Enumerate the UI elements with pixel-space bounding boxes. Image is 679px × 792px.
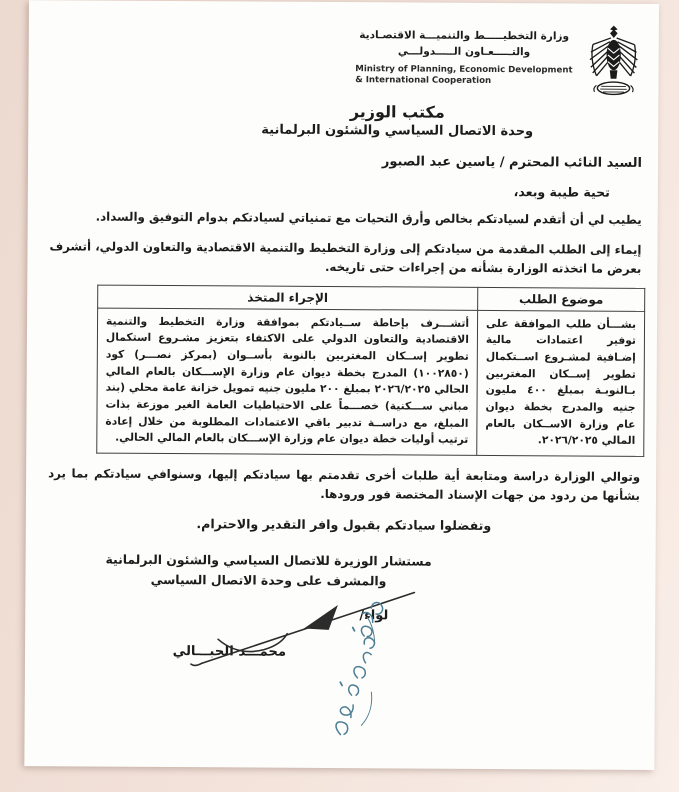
- recipient-line: السيد النائب المحترم / ياسين عبد الصبور: [381, 154, 643, 171]
- table-body-row: [97, 308, 645, 457]
- table-header-row: [98, 285, 645, 311]
- request-action-table: [96, 284, 645, 457]
- office-unit-block: [212, 101, 582, 139]
- action-column-header: الإجراء المتخذ: [98, 285, 478, 310]
- intro-paragraph-2: إيماء إلى الطلب المقدمة من سيادتكم إلى وزارة التخطيط والتنمية الاقتصادية والتعاون الدولي، أتشرف بعرض ما اتخذته الوزارة بشأنه من إجراءات حتى تاريخه.: [49, 239, 642, 276]
- subject-cell: بشـــأن طلب الموافقة على توفير اعتمادات مالية إضـافية لمشـروع اســتكمال تطوير إســكان المغتربين بـالنوبـة بمبلغ ٤٠٠ مليون جنيه والمدرج بخطة ديوان عام وزارة الاســكان بالعام المالي ٢٠٢٦/٢٠٢٥.: [477, 310, 645, 457]
- signatory-title-line1: مستشار الوزيرة للاتصال السياسي والشئون البرلمانية: [105, 551, 432, 569]
- ministry-name-english-line2: & International Cooperation: [355, 75, 492, 87]
- signatory-title-line2: والمشرف على وحدة الاتصال السياسي: [150, 571, 387, 589]
- action-cell: أتشـــرف بإحاطة ســيادتكم بموافقة وزارة التخطيط والتنمية الاقتصادية والتعاون الدولي على الاكتفاء بتعزيز مشـروع استكمال تطوير إســكان المغتربين بالنوبة بأســوان (بمركز نصـــر) كود (١٠٠٢٨٥٠) المدرج بخطة ديوان عام وزارة الإســـكان بالعام المالي الحالي ٢٠٢٦/٢٠٢٥ بمبلغ ٢٠٠ مليون جنيه تمويل خزانة عامة محلي (بند مباني ســـكنية) خصـــماً على الاحتياطيات العامة الغير موزعة بذات المبلغ، مع دراســة تدبير باقي الاعتمادات المطلوبة من خلال إعادة ترتيب أوليات خطة ديوان عام وزارة الإســـكان بالعام المالي الحالي.: [97, 308, 478, 456]
- egypt-eagle-emblem: [584, 24, 642, 102]
- ministry-name-arabic-line1: وزارة التخطيـــــط والتنميـــة الاقتصـادية: [359, 29, 570, 43]
- minister-office-title: مكتب الوزير: [349, 102, 445, 122]
- political-communication-unit-title: وحدة الاتصال السياسي والشئون البرلمانية: [261, 122, 534, 140]
- signatory-name: محمـــد الجبـــالي: [172, 644, 287, 660]
- signatory-rank: لواء/: [359, 608, 389, 624]
- handwritten-ink-note: [300, 600, 471, 765]
- ministry-name-arabic-line2: والتـــــعـاون الـــــدولـــي: [397, 45, 531, 58]
- letterhead: [50, 12, 643, 102]
- closing-courtesy-line: وتفضلوا سيادتكم بقبول وافر التقدير والاحترام.: [196, 516, 492, 533]
- subject-column-header: موضوع الطلب: [478, 287, 645, 311]
- salutation-line: تحية طيبة وبعد،: [513, 184, 610, 200]
- intro-paragraph-1: يطيب لي أن أتقدم لسيادتكم بخالص وأرق التحيات مع تمنياتي لسيادتكم بدوام التوفيق والسداد.: [95, 209, 642, 227]
- follow-up-paragraph: وتوالي الوزارة دراسة ومتابعة أية طلبات أخرى تقدمتم بها سيادتكم إليها، وسنوافي سيادتكم بما يرد بشأنها من ردود من جهات الإسناد المختصة فور ورودها.: [48, 466, 641, 503]
- letter-page: [24, 0, 659, 770]
- ministry-name-english-line1: Ministry of Planning, Economic Development: [355, 63, 573, 75]
- ministry-name-block: [355, 20, 573, 88]
